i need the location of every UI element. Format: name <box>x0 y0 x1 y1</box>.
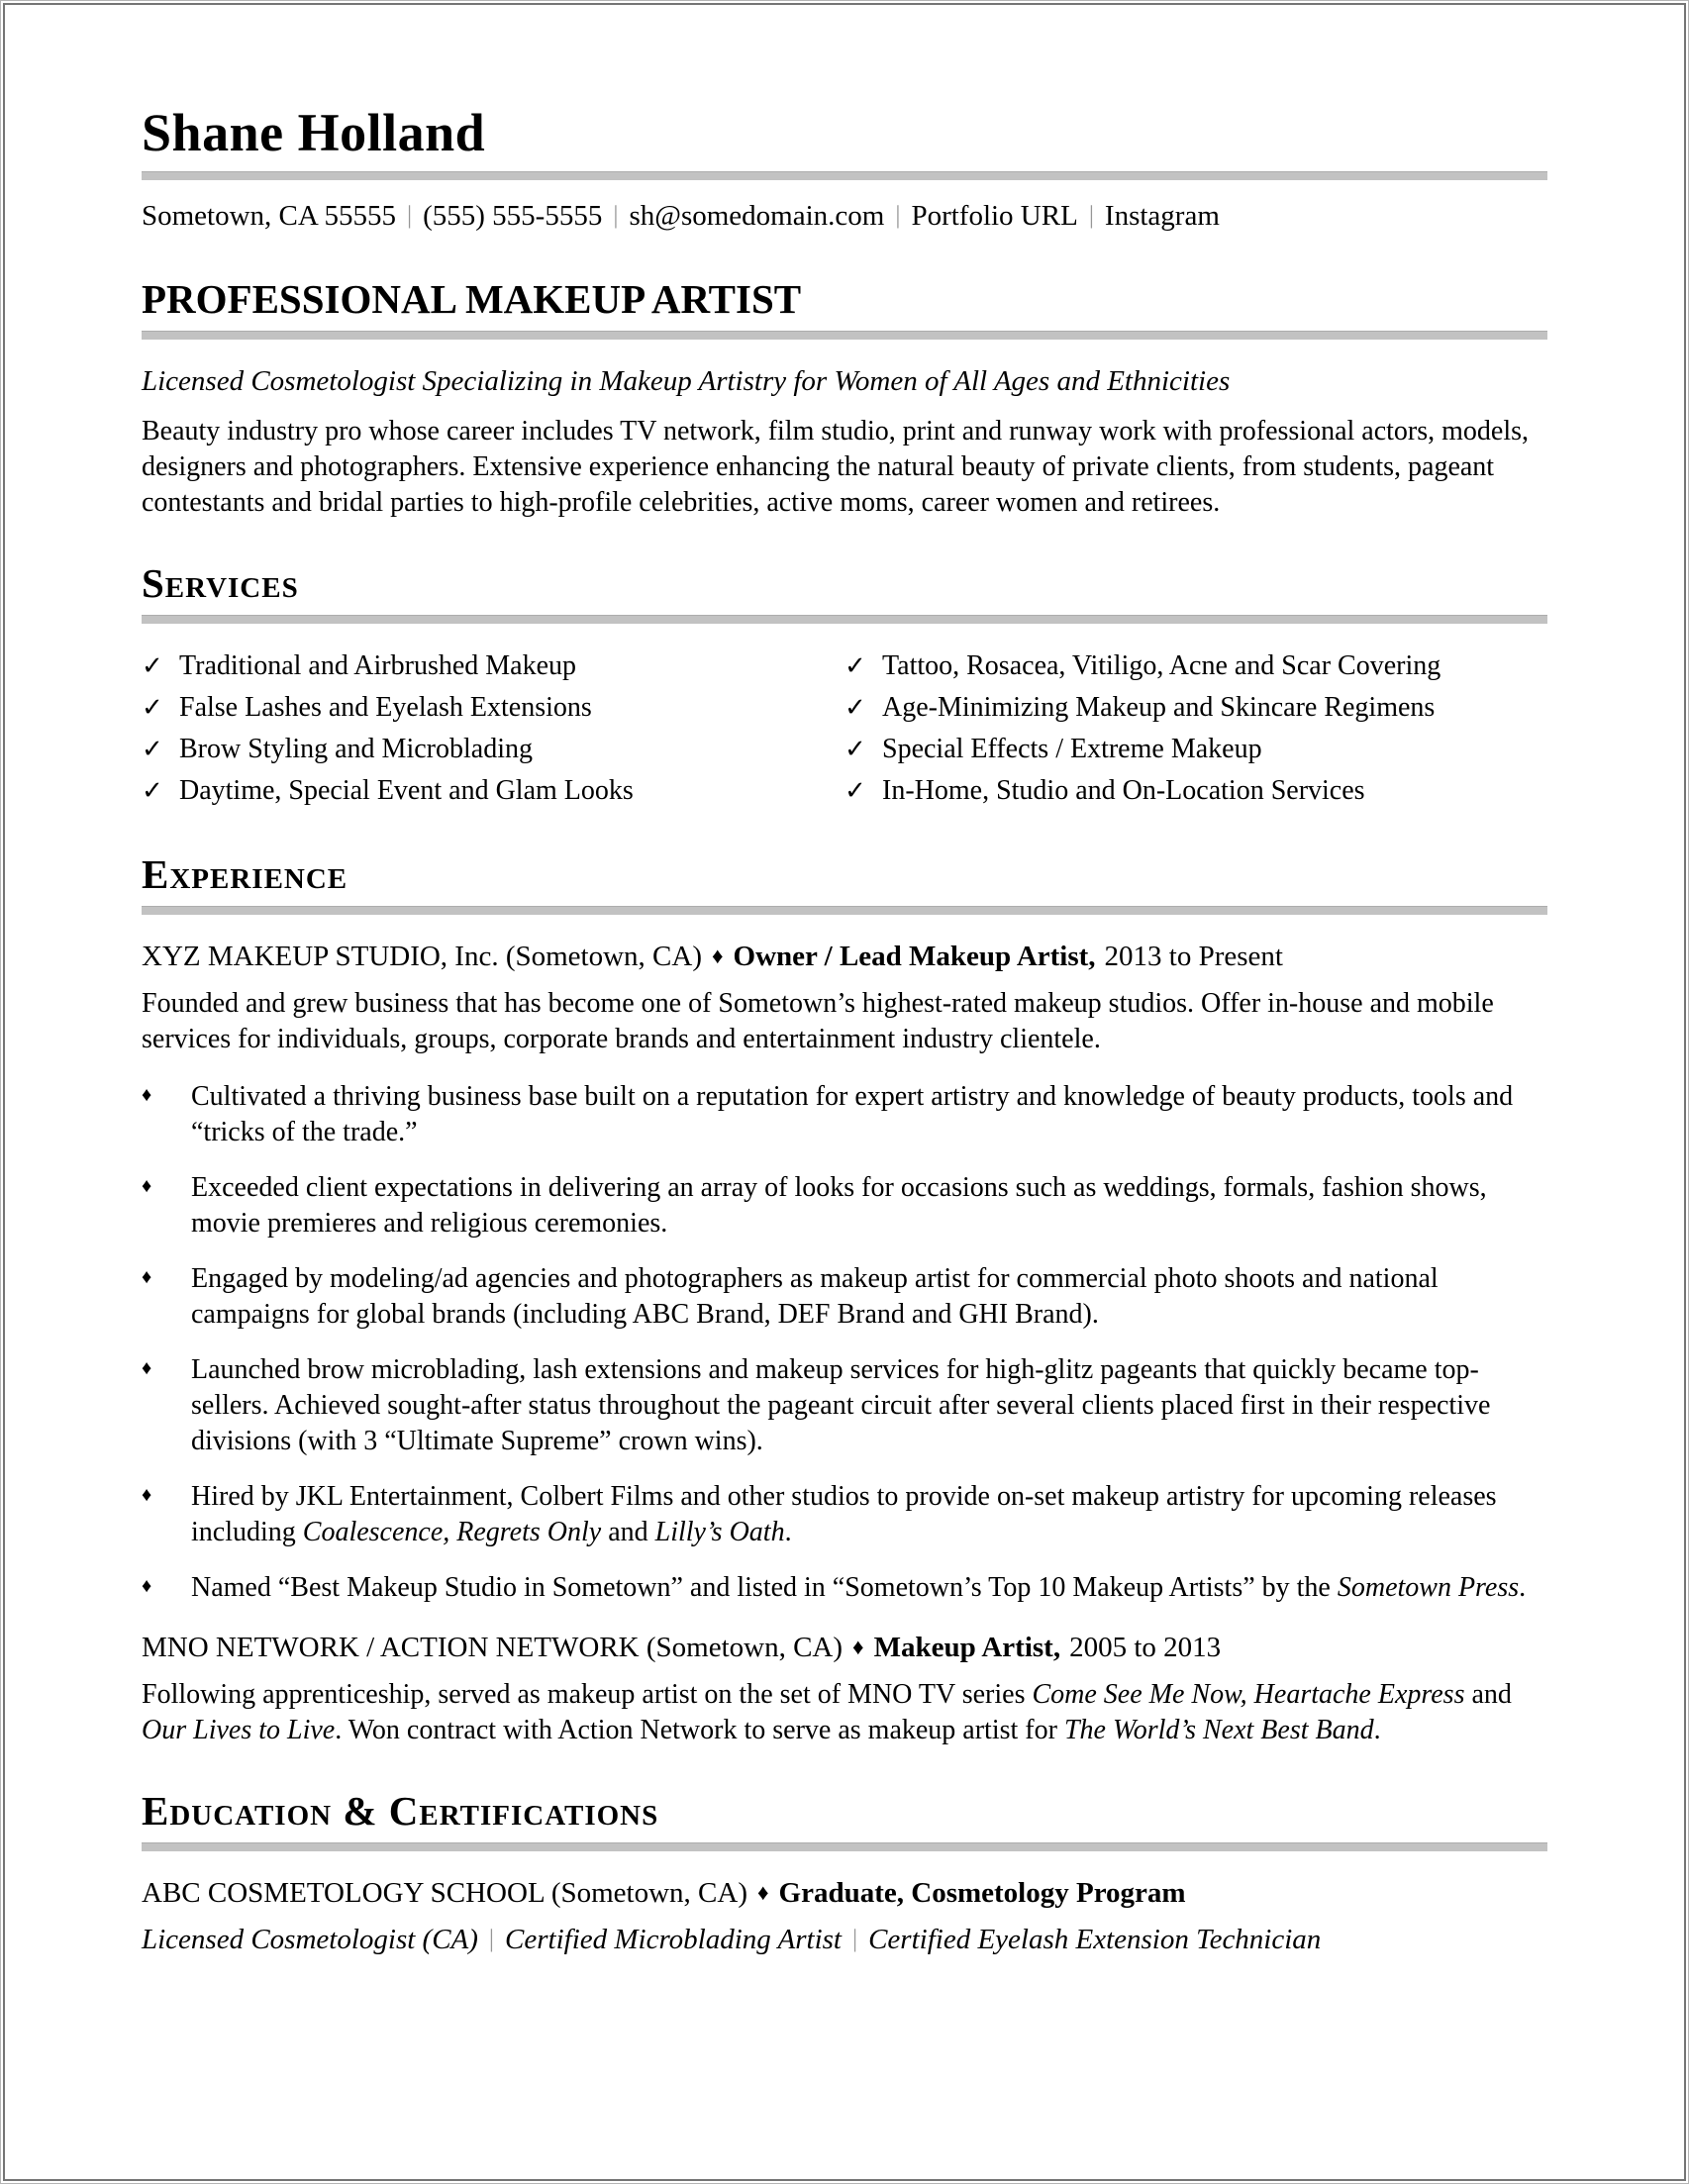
profile-heading: PROFESSIONAL MAKEUP ARTIST <box>142 275 802 322</box>
diamond-separator-icon: ♦ <box>712 943 724 968</box>
service-label: Brow Styling and Microblading <box>179 733 533 764</box>
check-icon: ✓ <box>844 692 866 723</box>
experience-bullet <box>142 1479 1547 1550</box>
candidate-name: Shane Holland <box>142 103 486 162</box>
bullet-text: Launched brow microblading, lash extensions and makeup services for high-glitz pageants that quickly became top-sellers. Achieved sought-after status throughout the pageant circuit after several clients placed first in their respective divisions (with 3 “Ultimate Supreme” crown wins). <box>191 1354 1491 1457</box>
diamond-bullet-icon: ♦ <box>142 1357 152 1380</box>
pipe-separator-icon: | <box>851 1923 858 1952</box>
service-item <box>142 729 844 770</box>
services-heading: Services <box>142 559 299 606</box>
experience-bullet-list <box>142 1079 1547 1606</box>
check-icon: ✓ <box>142 650 163 681</box>
job-heading <box>142 939 1547 974</box>
profile-tagline: Licensed Cosmetologist Specializing in Makeup Artistry for Women of All Ages and Ethnicities <box>142 364 1231 397</box>
job-title: Makeup Artist, <box>873 1632 1061 1664</box>
check-icon: ✓ <box>844 775 866 806</box>
check-icon: ✓ <box>142 692 163 723</box>
bullet-text: Cultivated a thriving business base built on a reputation for expert artistry and knowledge of beauty products, tools and “tricks of the trade.” <box>191 1081 1514 1148</box>
service-item <box>142 645 844 687</box>
services-column-right <box>844 645 1547 812</box>
bullet-text: Engaged by modeling/ad agencies and photographers as makeup artist for commercial photo shoots and national campaigns for global brands (including ABC Brand, DEF Brand and GHI Brand). <box>191 1263 1439 1331</box>
profile-summary: Beauty industry pro whose career includes TV network, film studio, print and runway work with professional actors, models, designers and photographers. Extensive experience enhancing the natural beauty of private clients, from students, pageant contestants and bridal parties to high-profile celebrities, active moms, career women and retirees. <box>142 415 1530 518</box>
contact-row <box>142 200 1547 233</box>
experience-section <box>142 850 1547 1749</box>
education-heading: Education & Certifications <box>142 1788 659 1835</box>
credential: Licensed Cosmetologist (CA) <box>142 1923 478 1955</box>
experience-heading: Experience <box>142 850 348 897</box>
service-item <box>844 687 1547 729</box>
education-section <box>142 1790 1547 1955</box>
education-school-line <box>142 1875 1547 1911</box>
service-item <box>844 729 1547 770</box>
credential: Certified Microblading Artist <box>505 1923 842 1955</box>
services-section <box>142 559 1547 812</box>
job-summary: Following apprenticeship, served as makeup artist on the set of MNO TV series Come See Me Now, Heartache Express and Our Lives to Live. Won contract with Action Network to serve as makeup artist for The World’s Next Best Band. <box>142 1679 1512 1746</box>
diamond-bullet-icon: ♦ <box>142 1175 152 1198</box>
company-name: XYZ MAKEUP STUDIO, Inc. (Sometown, CA) <box>142 940 702 972</box>
check-icon: ✓ <box>844 734 866 764</box>
service-label: Daytime, Special Event and Glam Looks <box>179 774 634 806</box>
education-program: Graduate, Cosmetology Program <box>778 1877 1186 1910</box>
check-icon: ✓ <box>142 775 163 806</box>
diamond-bullet-icon: ♦ <box>142 1575 152 1598</box>
pipe-separator-icon: | <box>895 199 901 229</box>
job-dates: 2005 to 2013 <box>1069 1632 1222 1664</box>
bullet-text: Hired by JKL Entertainment, Colbert Films and other studios to provide on-set makeup artistry for upcoming releases including Coalescence, Regrets Only and Lilly’s Oath. <box>191 1481 1497 1548</box>
contact-portfolio: Portfolio URL <box>911 199 1078 232</box>
experience-bullet <box>142 1261 1547 1333</box>
credential: Certified Eyelash Extension Technician <box>868 1923 1322 1955</box>
check-icon: ✓ <box>844 650 866 681</box>
service-item <box>844 770 1547 812</box>
divider-rule <box>142 906 1547 915</box>
experience-bullet <box>142 1570 1547 1606</box>
services-column-left <box>142 645 844 812</box>
service-label: Traditional and Airbrushed Makeup <box>179 649 577 681</box>
check-icon: ✓ <box>142 734 163 764</box>
service-label: Tattoo, Rosacea, Vitiligo, Acne and Scar Covering <box>882 649 1441 681</box>
services-list <box>142 645 1547 812</box>
diamond-bullet-icon: ♦ <box>142 1484 152 1507</box>
service-item <box>844 645 1547 687</box>
bullet-text: Named “Best Makeup Studio in Sometown” and listed in “Sometown’s Top 10 Makeup Artists” by the Sometown Press. <box>191 1572 1527 1604</box>
divider-rule <box>142 331 1547 340</box>
contact-phone: (555) 555-5555 <box>423 199 603 232</box>
school-name: ABC COSMETOLOGY SCHOOL (Sometown, CA) <box>142 1877 747 1910</box>
diamond-separator-icon: ♦ <box>757 1880 769 1906</box>
contact-instagram: Instagram <box>1104 199 1220 232</box>
pipe-separator-icon: | <box>407 199 413 229</box>
contact-email: sh@somedomain.com <box>629 199 885 232</box>
credentials-line <box>142 1924 1547 1956</box>
service-item <box>142 770 844 812</box>
diamond-bullet-icon: ♦ <box>142 1266 152 1289</box>
divider-rule <box>142 1842 1547 1851</box>
job-summary: Founded and grew business that has become one of Sometown’s highest-rated makeup studios. Offer in-house and mobile services for individuals, groups, corporate brands and entertainment industry clientele. <box>142 988 1494 1055</box>
pipe-separator-icon: | <box>1088 199 1094 229</box>
job-title: Owner / Lead Makeup Artist, <box>733 940 1096 972</box>
experience-bullet <box>142 1079 1547 1150</box>
service-item <box>142 687 844 729</box>
job-heading <box>142 1630 1547 1665</box>
company-name: MNO NETWORK / ACTION NETWORK (Sometown, CA) <box>142 1632 844 1664</box>
contact-location: Sometown, CA 55555 <box>142 199 396 232</box>
experience-bullet <box>142 1170 1547 1241</box>
diamond-bullet-icon: ♦ <box>142 1084 152 1107</box>
divider-rule <box>142 171 1547 180</box>
job-dates: 2013 to Present <box>1104 940 1283 972</box>
pipe-separator-icon: | <box>488 1923 495 1952</box>
divider-rule <box>142 615 1547 624</box>
profile-section <box>142 275 1547 521</box>
service-label: In-Home, Studio and On-Location Services <box>882 774 1365 806</box>
diamond-separator-icon: ♦ <box>852 1635 864 1660</box>
bullet-text: Exceeded client expectations in delivering an array of looks for occasions such as weddings, formals, fashion shows, movie premieres and religious ceremonies. <box>191 1172 1487 1240</box>
pipe-separator-icon: | <box>613 199 619 229</box>
service-label: Age-Minimizing Makeup and Skincare Regimens <box>882 691 1436 723</box>
experience-bullet <box>142 1352 1547 1459</box>
service-label: False Lashes and Eyelash Extensions <box>179 691 592 723</box>
service-label: Special Effects / Extreme Makeup <box>882 733 1262 764</box>
